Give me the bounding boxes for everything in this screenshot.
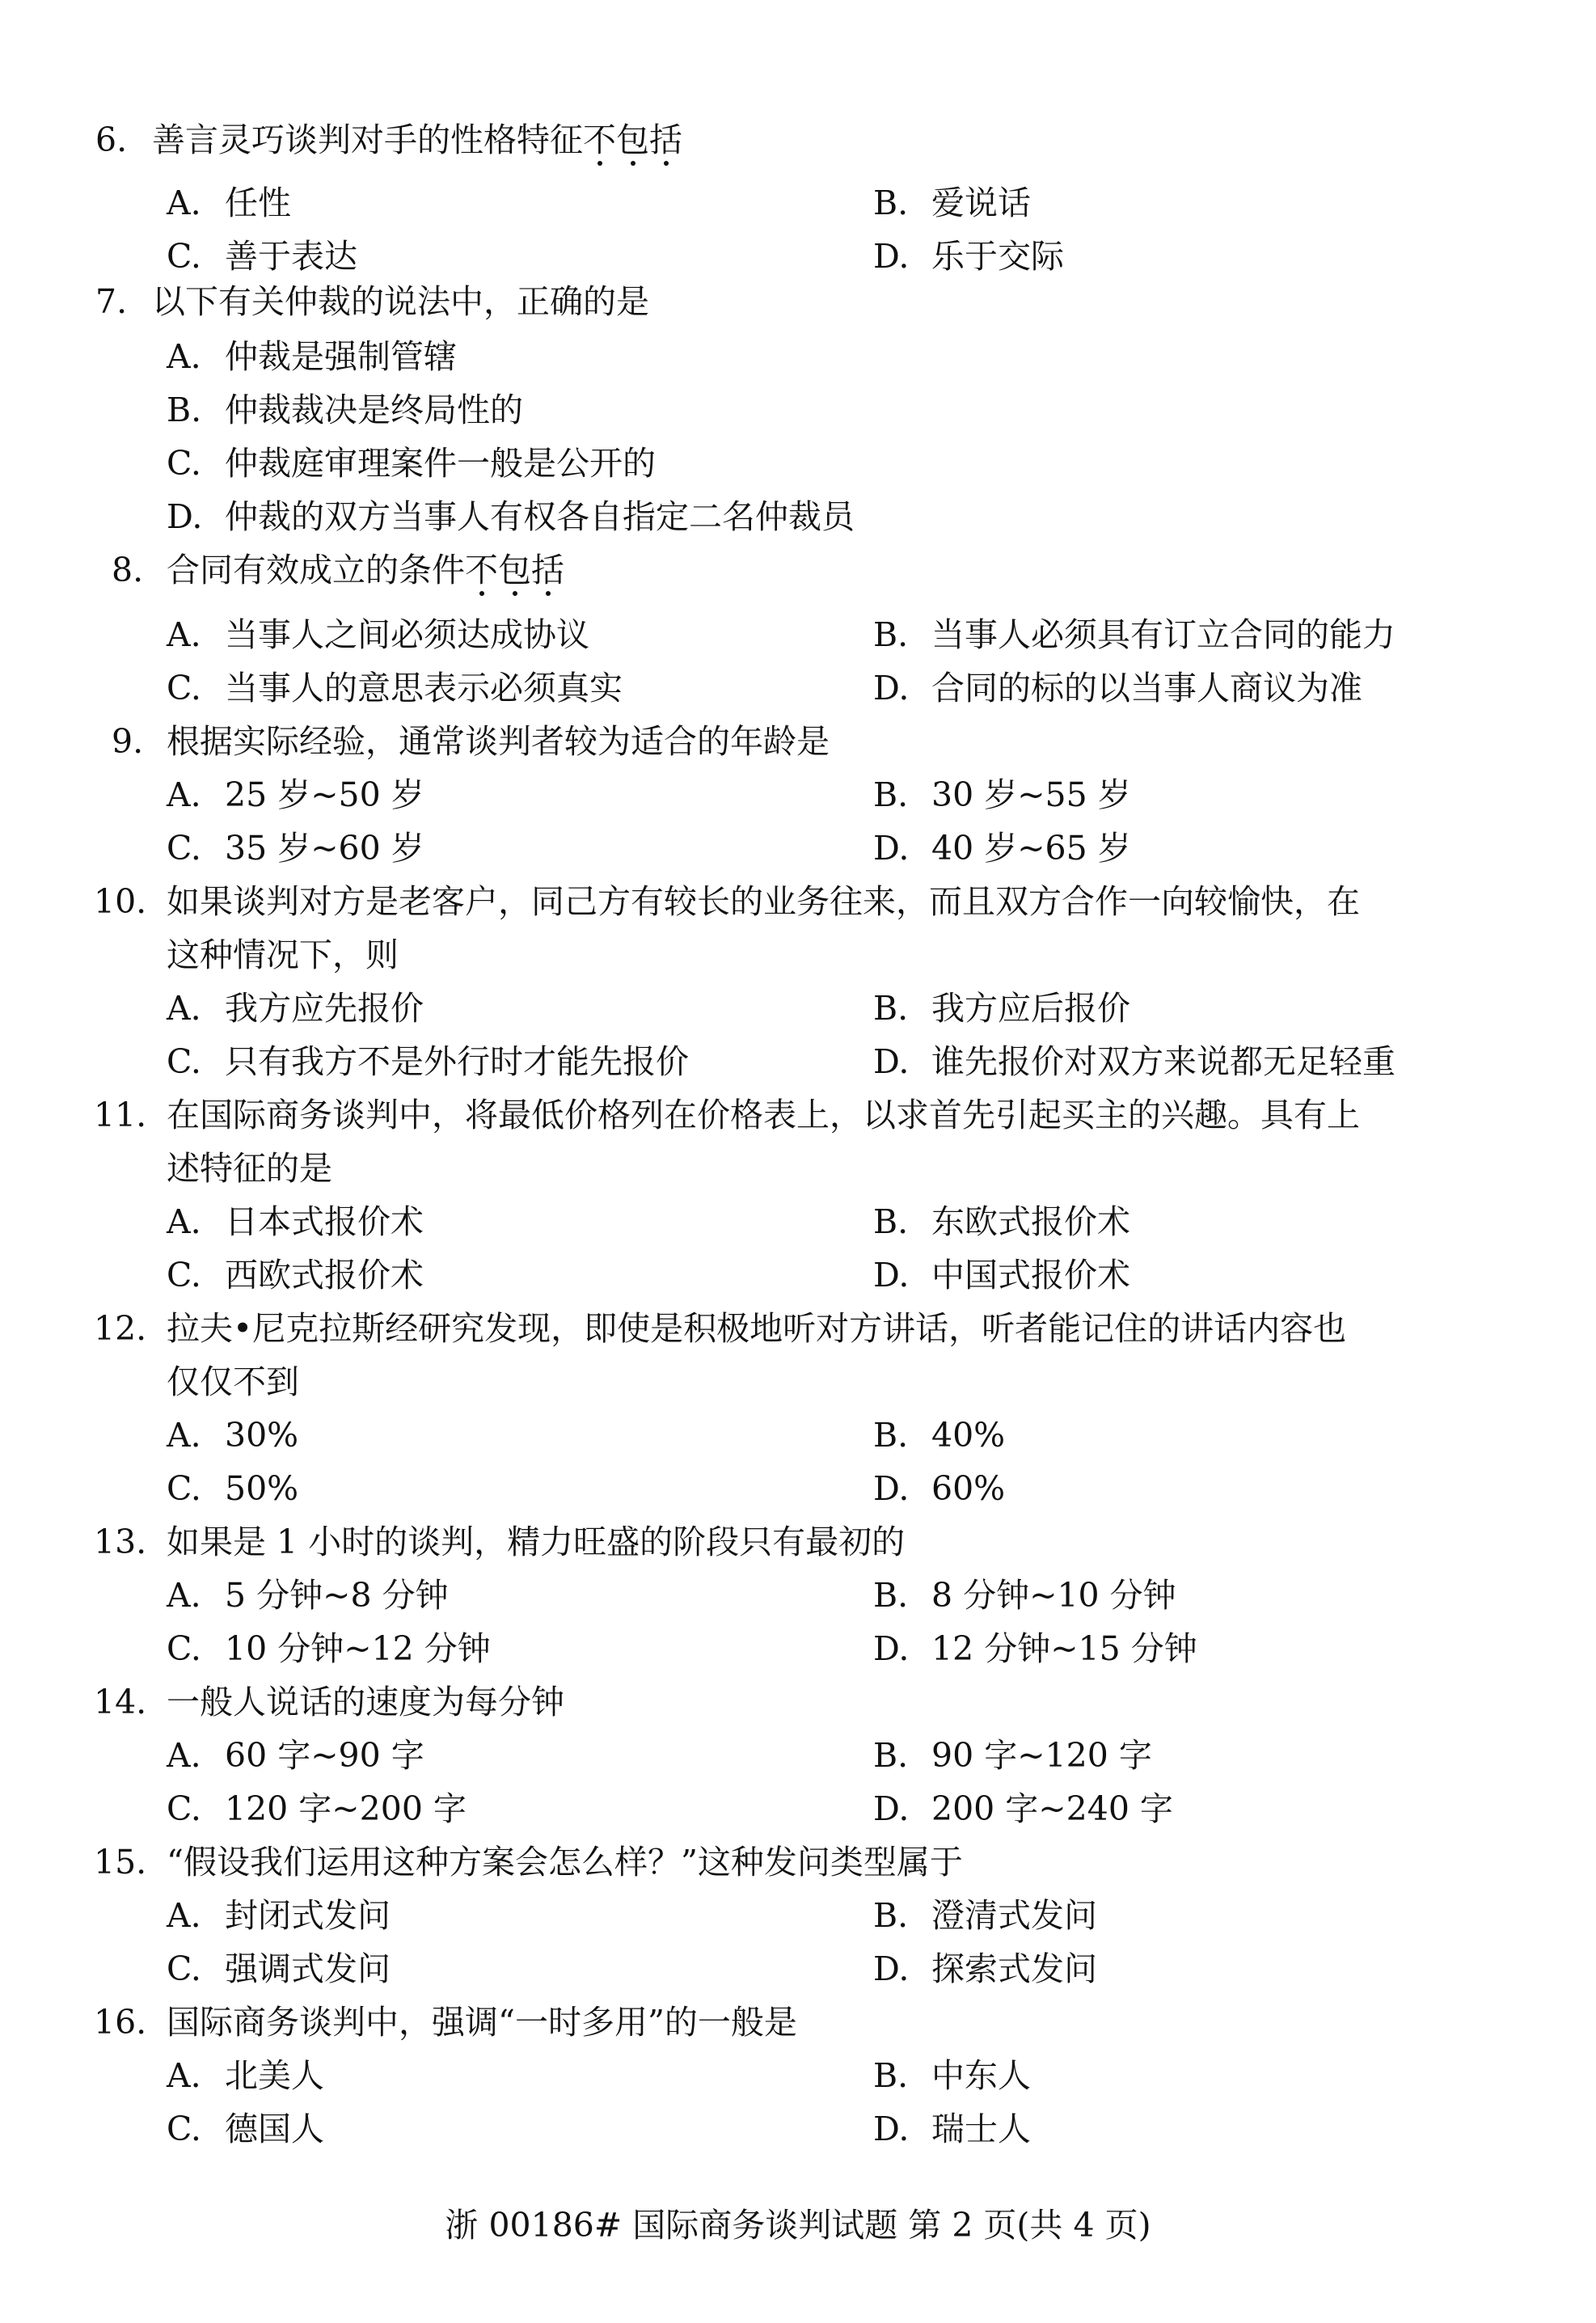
question-number: 15. (94, 1843, 147, 1882)
option-a: A. 北美人 (167, 2056, 324, 2095)
question-number: 8. (112, 551, 144, 589)
question-stem: 一般人说话的速度为每分钟 (167, 1683, 564, 1721)
option-b: B. 40% (873, 1416, 1006, 1455)
question-stem: 国际商务谈判中，强调“一时多用”的一般是 (167, 2003, 797, 2042)
option-a: A. 当事人之间必须达成协议 (167, 615, 589, 654)
emphasis-dot (631, 161, 635, 166)
question-number: 12. (94, 1309, 147, 1348)
question-stem: 以下有关仲裁的说法中，正确的是 (152, 282, 649, 321)
question-number: 9. (112, 722, 144, 761)
emphasized-char: 不 (465, 551, 498, 589)
emphasis-dot (513, 591, 517, 596)
option-c: C. 35 岁~60 岁 (167, 829, 424, 868)
option-b: B. 我方应后报价 (873, 989, 1130, 1028)
question-number: 7. (95, 282, 128, 321)
question-number: 11. (94, 1096, 147, 1134)
emphasis-dot (546, 591, 551, 596)
option-b: B. 当事人必须具有订立合同的能力 (873, 615, 1395, 654)
question-stem-line-1: 在国际商务谈判中，将最低价格列在价格表上，以求首先引起买主的兴趣。具有上 (167, 1096, 1360, 1134)
option-d: D. 200 字~240 字 (873, 1789, 1173, 1828)
option-c: C. 当事人的意思表示必须真实 (167, 669, 623, 707)
option-b: B. 8 分钟~10 分钟 (873, 1576, 1176, 1615)
emphasized-char: 不 (583, 120, 616, 159)
page-footer: 浙 00186# 国际商务谈判试题 第 2 页(共 4 页) (445, 2206, 1151, 2245)
option-a: A. 任性 (167, 184, 291, 222)
question-stem (152, 113, 682, 167)
stem-text: 善言灵巧谈判对手的性格特征 (152, 120, 583, 159)
emphasis-dot (664, 161, 669, 166)
option-a: A. 封闭式发问 (167, 1896, 391, 1935)
option-b: B. 爱说话 (873, 184, 1031, 222)
option-b: B. 30 岁~55 岁 (873, 775, 1131, 814)
question-stem-line-2: 这种情况下，则 (167, 936, 399, 974)
emphasized-char: 括 (531, 551, 564, 589)
option-c: C. 强调式发问 (167, 1949, 391, 1988)
option-d: D. 中国式报价术 (873, 1256, 1130, 1295)
option-d: D. 探索式发问 (873, 1949, 1097, 1988)
option-c: C. 仲裁庭审理案件一般是公开的 (167, 444, 656, 483)
option-a: A. 日本式报价术 (167, 1202, 424, 1241)
option-d: D. 瑞士人 (873, 2110, 1031, 2148)
question-number: 10. (94, 882, 147, 921)
option-d: D. 仲裁的双方当事人有权各自指定二名仲裁员 (167, 497, 855, 536)
option-a: A. 仲裁是强制管辖 (167, 337, 457, 376)
option-b: B. 澄清式发问 (873, 1896, 1097, 1935)
option-d: D. 乐于交际 (873, 237, 1064, 276)
option-c: C. 只有我方不是外行时才能先报价 (167, 1042, 689, 1081)
option-c: C. 120 字~200 字 (167, 1789, 467, 1828)
question-stem: 根据实际经验，通常谈判者较为适合的年龄是 (167, 722, 830, 761)
emphasis-dot (597, 161, 602, 166)
option-c: C. 德国人 (167, 2110, 324, 2148)
question-stem: “假设我们运用这种方案会怎么样？”这种发问类型属于 (167, 1843, 963, 1882)
option-d: D. 合同的标的以当事人商议为准 (873, 669, 1362, 707)
option-d: D. 40 岁~65 岁 (873, 829, 1131, 868)
stem-emphasis (583, 120, 682, 159)
option-c: C. 10 分钟~12 分钟 (167, 1629, 491, 1668)
option-b: B. 中东人 (873, 2056, 1031, 2095)
option-b: B. 90 字~120 字 (873, 1736, 1152, 1775)
option-c: C. 50% (167, 1469, 299, 1508)
option-a: A. 60 字~90 字 (167, 1736, 424, 1775)
option-b: B. 东欧式报价术 (873, 1202, 1130, 1241)
option-a: A. 30% (167, 1416, 299, 1455)
question-stem-line-1: 如果谈判对方是老客户，同己方有较长的业务往来，而且双方合作一向较愉快，在 (167, 882, 1360, 921)
question-number: 16. (94, 2003, 147, 2042)
option-d: D. 谁先报价对双方来说都无足轻重 (873, 1042, 1395, 1081)
question-stem-line-1: 拉夫•尼克拉斯经研究发现，即使是积极地听对方讲话，听者能记住的讲话内容也 (167, 1309, 1347, 1348)
option-c: C. 善于表达 (167, 237, 357, 276)
question-stem-line-2: 仅仅不到 (167, 1362, 299, 1401)
stem-emphasis (465, 551, 564, 589)
question-stem-line-2: 述特征的是 (167, 1149, 332, 1188)
option-c: C. 西欧式报价术 (167, 1256, 424, 1295)
option-a: A. 25 岁~50 岁 (167, 775, 424, 814)
option-d: D. 60% (873, 1469, 1006, 1508)
question-stem: 如果是 1 小时的谈判，精力旺盛的阶段只有最初的 (167, 1523, 906, 1561)
option-b: B. 仲裁裁决是终局性的 (167, 391, 523, 429)
option-a: A. 我方应先报价 (167, 989, 424, 1028)
emphasized-char: 包 (498, 551, 531, 589)
emphasized-char: 包 (616, 120, 649, 159)
option-a: A. 5 分钟~8 分钟 (167, 1576, 449, 1615)
emphasized-char: 括 (649, 120, 682, 159)
stem-text: 合同有效成立的条件 (167, 551, 465, 589)
question-number: 14. (94, 1683, 147, 1721)
question-stem (167, 543, 564, 597)
emphasis-dot (479, 591, 484, 596)
question-number: 6. (95, 120, 128, 159)
question-number: 13. (94, 1523, 147, 1561)
option-d: D. 12 分钟~15 分钟 (873, 1629, 1197, 1668)
